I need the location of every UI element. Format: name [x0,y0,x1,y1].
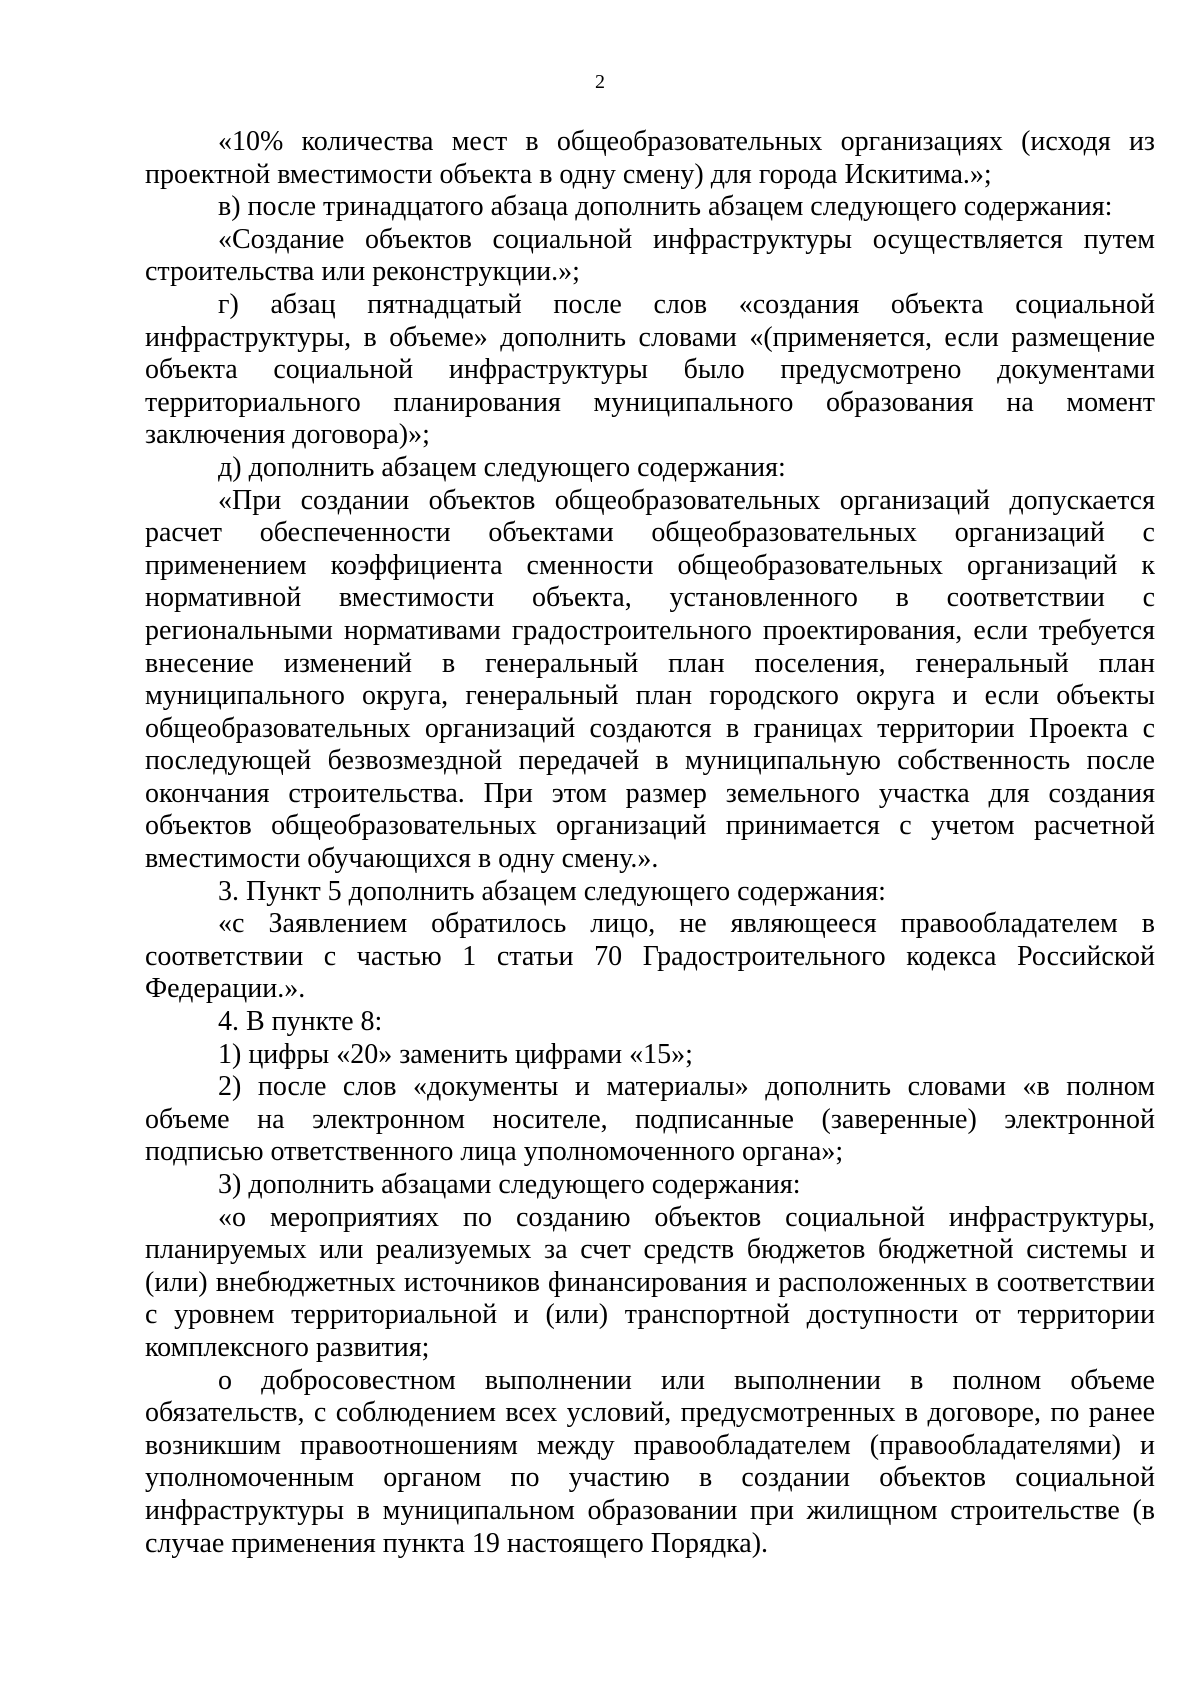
paragraph: «10% количества мест в общеобразовательных организациях (исходя из проектной вместимости объекта в одну смену) для города Искитима.»; [145,126,1155,190]
paragraph: 3) дополнить абзацами следующего содержания: [218,1169,801,1200]
page-number: 2 [595,71,605,93]
paragraph: 3. Пункт 5 дополнить абзацем следующего содержания: [218,875,886,907]
document-body [145,126,1155,1560]
paragraph: «с Заявлением обратилось лицо, не являющееся правообладателем в соответствии с частью 1 статьи 70 Градостроительного кодекса Российской Федерации.». [145,908,1155,1005]
paragraph: «Создание объектов социальной инфраструктуры осуществляется путем строительства или реконструкции.»; [145,223,1155,288]
paragraph: 1) цифры «20» заменить цифрами «15»; [218,1038,693,1070]
paragraph: «При создании объектов общеобразовательных организаций допускается расчет обеспеченности объектами общеобразовательных организаций с применением коэффициента сменности общеобразовательных организаций к нормативной вместимости объекта, установленного в соответствии с региональными нормативами градостроительного проектирования, если требуется внесение изменений в генеральный план поселения, генеральный план муниципального округа, генеральный план городского округа и если объекты общеобразовательных организаций создаются в границах территории Проекта с последующей безвозмездной передачей в муниципальную собственность после окончания строительства. При этом размер земельного участка для создания объектов общеобразовательных организаций принимается с учетом расчетной вместимости обучающихся в одну смену.». [145,484,1155,875]
paragraph: «о мероприятиях по созданию объектов социальной инфраструктуры, планируемых или реализуемых за счет средств бюджетов бюджетной системы и (или) внебюджетных источников финансирования и расположенных в соответствии с уровнем территориальной и (или) транспортной доступности от территории комплексного развития; [145,1201,1155,1363]
paragraph: г) абзац пятнадцатый после слов «создания объекта социальной инфраструктуры, в объеме» дополнить словами «(применяется, если размещение объекта социальной инфраструктуры было предусмотрено документами территориального планирования муниципального образования на момент заключения договора)»; [145,288,1155,451]
paragraph: 2) после слов «документы и материалы» дополнить словами «в полном объеме на электронном носителе, подписанные (заверенные) электронной подписью ответственного лица уполномоченного органа»; [145,1071,1155,1168]
paragraph: д) дополнить абзацем следующего содержания: [218,451,786,483]
paragraph: 4. В пункте 8: [218,1006,383,1038]
paragraph: о добросовестном выполнении или выполнении в полном объеме обязательств, с соблюдением всех условий, предусмотренных в договоре, по ранее возникшим правоотношениям между правообладателем (правообладателями) и уполномоченным органом по участию в создании объектов социальной инфраструктуры в муниципальном образовании при жилищном строительстве (в случае применения пункта 19 настоящего Порядка). [145,1364,1155,1559]
paragraph: в) после тринадцатого абзаца дополнить абзацем следующего содержания: [218,191,1113,223]
